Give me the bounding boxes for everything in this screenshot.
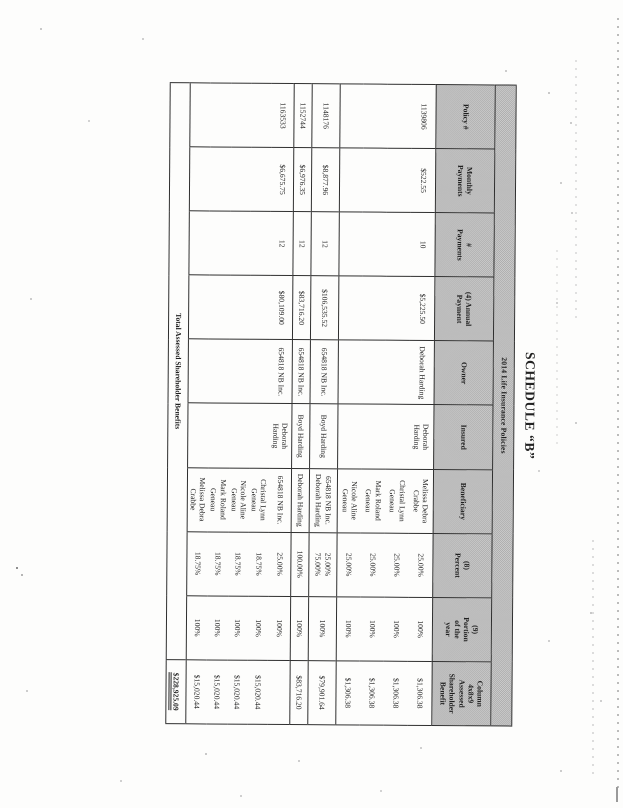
cell-insured: Deborah Harding [410, 405, 434, 469]
policy-table-row [384, 84, 412, 725]
cell-beneficiary: Melissa Debra Crabbe [409, 469, 433, 533]
cell-percent: 25.00% [409, 533, 433, 597]
cell-portion: 100% [248, 596, 269, 660]
cell-percent: 25.00% [385, 533, 409, 597]
cell-owner: 654818 NB Inc. [292, 340, 310, 404]
total-label: Total Assessed Shareholder Benefits [166, 83, 190, 660]
cell-owner: 654818 NB Inc. [310, 340, 338, 404]
cell-beneficiary: Christal Lynn Geneau [385, 469, 409, 533]
cell-owner [338, 340, 362, 404]
cell-monthly [363, 148, 387, 212]
column-header-insured: Insured [434, 405, 493, 470]
cell-insured [338, 404, 362, 468]
cell-policy: 1148176 [312, 84, 340, 148]
cell-policy [388, 84, 412, 148]
cell-monthly: $6,675.75 [271, 147, 293, 211]
policy-table-row [408, 84, 436, 725]
cell-portion: 100% [308, 596, 336, 660]
cell-insured [362, 404, 386, 468]
cell-beneficiary: Christal Lynn Geneau [249, 468, 270, 532]
cell-benefit: $1,306.38 [384, 661, 408, 725]
cell-policy [190, 83, 211, 147]
cell-num [250, 211, 271, 275]
cell-monthly: $8,877.96 [311, 148, 339, 212]
cell-monthly [339, 148, 363, 212]
column-header-policy: Policy # [436, 85, 495, 150]
schedule-title: SCHEDULE “B” [522, 351, 538, 460]
cell-portion: 100% [408, 597, 432, 661]
cell-benefit: $15,020.44 [247, 660, 268, 724]
column-header-owner: Owner [434, 341, 493, 406]
cell-num: 10 [411, 213, 435, 277]
cell-num [387, 212, 411, 276]
cell-benefit: $15,020.44 [186, 660, 207, 724]
cell-insured [249, 404, 270, 468]
cell-beneficiary: 654818 NB Inc. Deborah Harding [309, 468, 337, 532]
life-insurance-policies-table [165, 82, 517, 726]
cell-monthly [189, 147, 210, 211]
cell-num [189, 211, 210, 275]
column-header-num-payments: # Payments [435, 213, 494, 278]
cell-annual [230, 275, 251, 339]
cell-percent: 25.00% [337, 533, 361, 597]
cell-percent: 25.00% [361, 533, 385, 597]
cell-portion: 100% [290, 596, 308, 660]
cell-percent: 18.75% [248, 532, 269, 596]
table-banner: 2014 Life Insurance Policies [491, 85, 516, 726]
cell-num [210, 211, 231, 275]
cell-portion: 100% [207, 596, 228, 660]
cell-insured [187, 403, 208, 467]
cell-benefit: $1,306.38 [408, 661, 432, 725]
scan-artifact-mark [616, 787, 618, 802]
cell-beneficiary: Melissa Debra Crabbe [187, 467, 208, 531]
cell-portion: 100% [268, 596, 290, 660]
cell-num [230, 211, 251, 275]
cell-portion: 100% [227, 596, 248, 660]
cell-beneficiary: Nicole Aline Geneau [228, 468, 249, 532]
cell-annual: $5,225.50 [410, 277, 434, 341]
table-banner-row [491, 85, 516, 726]
cell-annual [250, 276, 271, 340]
policy-table-row [308, 84, 340, 725]
scan-artifact-dotted-line [556, 250, 558, 450]
column-header-monthly-payments: Monthly Payments [435, 149, 494, 214]
cell-annual: $106,535.52 [310, 276, 338, 340]
policy-table-row [360, 84, 388, 725]
cell-owner [386, 341, 410, 405]
cell-percent: 25.00% [269, 532, 291, 596]
cell-insured: Boyd Harding [292, 404, 310, 468]
cell-policy [340, 84, 364, 148]
column-header-annual-payment: (4) Annual Payment [434, 277, 493, 342]
cell-benefit: $15,020.44 [207, 660, 228, 724]
cell-insured [208, 403, 229, 467]
column-header-beneficiary: Beneficiary [433, 469, 492, 534]
total-amount: $228,925.09 [166, 660, 186, 724]
cell-benefit [268, 660, 290, 724]
cell-percent: 100.00% [291, 532, 309, 596]
cell-monthly [251, 147, 272, 211]
cell-insured: Boyd Harding [310, 404, 338, 468]
cell-annual [338, 276, 362, 340]
cell-num: 12 [311, 212, 339, 276]
cell-owner: 654818 NB Inc. [270, 340, 292, 404]
cell-policy: 1163533 [272, 83, 294, 147]
cell-monthly: $6,976.35 [293, 148, 311, 212]
scan-noise-specks [0, 0, 2, 2]
cell-num [363, 212, 387, 276]
cell-num [339, 212, 363, 276]
cell-insured [229, 404, 250, 468]
cell-benefit: $1,306.38 [336, 661, 360, 725]
cell-policy: 1152744 [294, 84, 312, 148]
cell-policy [364, 84, 388, 148]
cell-policy [211, 83, 232, 147]
cell-monthly [387, 148, 411, 212]
column-header-percent: (8) Percent [433, 533, 492, 598]
cell-owner [362, 340, 386, 404]
cell-policy: 1139806 [412, 84, 436, 148]
cell-portion: 100% [336, 597, 360, 661]
cell-portion: 100% [186, 596, 207, 660]
rotated-document-content [171, 82, 539, 726]
column-header-assessed-benefit: Column 4x8x9 Assessed Shareholder Benefit [432, 661, 491, 726]
cell-insured [386, 405, 410, 469]
cell-annual [386, 276, 410, 340]
cell-num: 12 [271, 212, 293, 276]
cell-annual [209, 275, 230, 339]
cell-beneficiary: 654818 NB Inc. [269, 468, 291, 532]
cell-owner: Deborah Harding [410, 341, 434, 405]
cell-beneficiary: Nicole Aline Geneau [337, 468, 361, 532]
policy-table-row [336, 84, 364, 725]
cell-benefit: $1,306.38 [360, 661, 384, 725]
cell-monthly [231, 147, 252, 211]
cell-owner [250, 340, 271, 404]
cell-owner [229, 339, 250, 403]
table-header-row [432, 85, 495, 726]
cell-beneficiary: Deborah Harding [291, 468, 309, 532]
cell-percent: 18.75% [228, 532, 249, 596]
cell-portion: 100% [360, 597, 384, 661]
cell-owner [209, 339, 230, 403]
policy-table-row [268, 83, 294, 724]
column-header-portion-of-year: (9) Portion of the year [432, 597, 491, 662]
cell-percent: 18.75% [207, 532, 228, 596]
cell-policy [231, 83, 252, 147]
cell-percent: 25.00% 75.00% [309, 532, 337, 596]
cell-benefit: $15,020.44 [227, 660, 248, 724]
cell-beneficiary: Mark Roland Geneau [208, 468, 229, 532]
cell-annual: $83,716.20 [292, 276, 310, 340]
cell-policy [251, 83, 272, 147]
cell-portion: 100% [384, 597, 408, 661]
scan-artifact-dotted-line [575, 60, 577, 320]
scan-artifact-dotted-line [617, 18, 619, 790]
cell-annual [362, 276, 386, 340]
cell-annual: $80,109.00 [270, 276, 292, 340]
cell-benefit: $79,901.64 [308, 660, 336, 724]
cell-percent: 18.75% [187, 531, 208, 595]
cell-owner [188, 339, 209, 403]
cell-monthly: $522.55 [411, 148, 435, 212]
cell-insured: Deborah Harding [270, 404, 292, 468]
cell-num: 12 [293, 212, 311, 276]
cell-beneficiary: Mark Roland Geneau [361, 469, 385, 533]
cell-annual [188, 275, 209, 339]
cell-benefit: $83,716.20 [290, 660, 308, 724]
scan-artifact-dotted-line [592, 540, 594, 775]
cell-monthly [210, 147, 231, 211]
